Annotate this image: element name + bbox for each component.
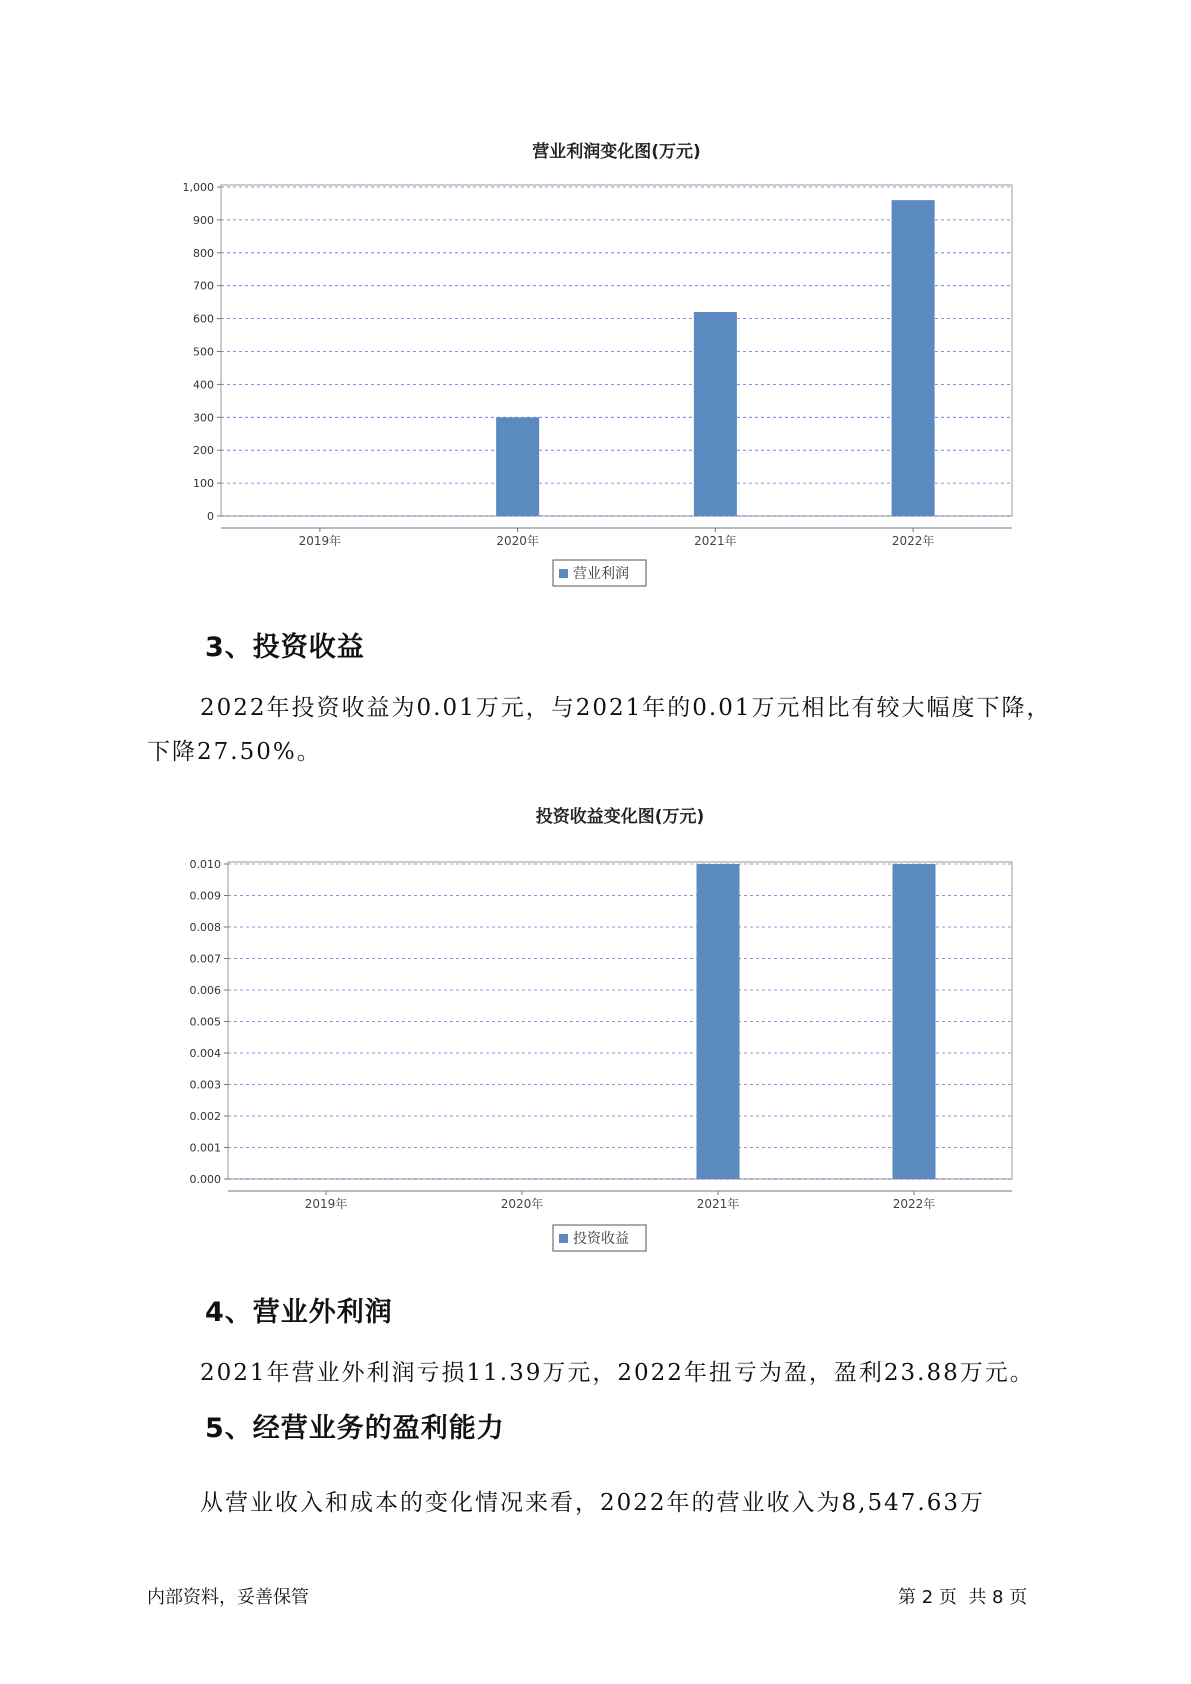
section-5-paragraph: 从营业收入和成本的变化情况来看，2022年的营业收入为8,547.63万 [200,1490,985,1516]
section-3-paragraph: 2022年投资收益为0.01万元，与2021年的0.01万元相比有较大幅度下降，下降27.50%。 [147,695,1052,765]
y-tick-label: 0.002 [189,1110,221,1123]
x-tick-label: 2022年 [892,1197,936,1211]
y-tick-label: 0.004 [189,1047,221,1060]
y-tick-label: 0.007 [189,952,221,966]
section-5-heading: 5、经营业务的盈利能力 [205,1413,505,1444]
y-tick-label: 200 [193,444,214,458]
footer-page-number: 第 2 页 共 8 页 [898,1587,1028,1608]
y-tick-label: 700 [193,279,214,293]
y-tick-label: 0.010 [189,858,221,871]
x-tick-label: 2020年 [500,1197,544,1211]
y-tick-label: 0 [207,510,214,523]
x-tick-label: 2019年 [298,534,342,548]
legend-label: 营业利润 [573,566,629,582]
x-tick-label: 2022年 [891,534,935,548]
y-tick-label: 300 [193,411,214,425]
y-tick-label: 0.006 [189,984,221,997]
legend-swatch [559,1234,568,1243]
y-tick-label: 0.009 [189,889,221,903]
y-tick-label: 0.001 [189,1141,221,1155]
y-tick-label: 900 [193,213,214,227]
legend-label: 投资收益 [573,1231,629,1247]
section-4-paragraph: 2021年营业外利润亏损11.39万元，2022年扭亏为盈，盈利23.88万元。 [200,1360,1035,1386]
bar [893,864,936,1179]
x-tick-label: 2019年 [304,1197,348,1211]
bar [697,864,740,1179]
y-tick-label: 0.008 [189,921,221,934]
y-tick-label: 600 [193,312,214,326]
y-tick-label: 0.000 [189,1173,221,1186]
chart-title: 营业利润变化图(万元) [532,142,701,162]
y-tick-label: 800 [193,246,214,260]
y-tick-label: 500 [193,345,214,359]
y-tick-label: 100 [193,477,214,491]
footer-confidential-note: 内部资料，妥善保管 [147,1587,309,1608]
x-tick-label: 2020年 [496,534,539,548]
x-tick-label: 2021年 [696,1197,740,1211]
section-4-heading: 4、营业外利润 [205,1297,393,1328]
x-tick-label: 2021年 [694,534,737,548]
y-tick-label: 0.003 [189,1078,221,1092]
y-tick-label: 0.005 [189,1015,221,1029]
y-tick-label: 400 [193,378,214,392]
chart-title: 投资收益变化图(万元) [535,807,705,827]
y-tick-label: 1,000 [182,181,214,194]
section-3-heading: 3、投资收益 [205,632,365,663]
